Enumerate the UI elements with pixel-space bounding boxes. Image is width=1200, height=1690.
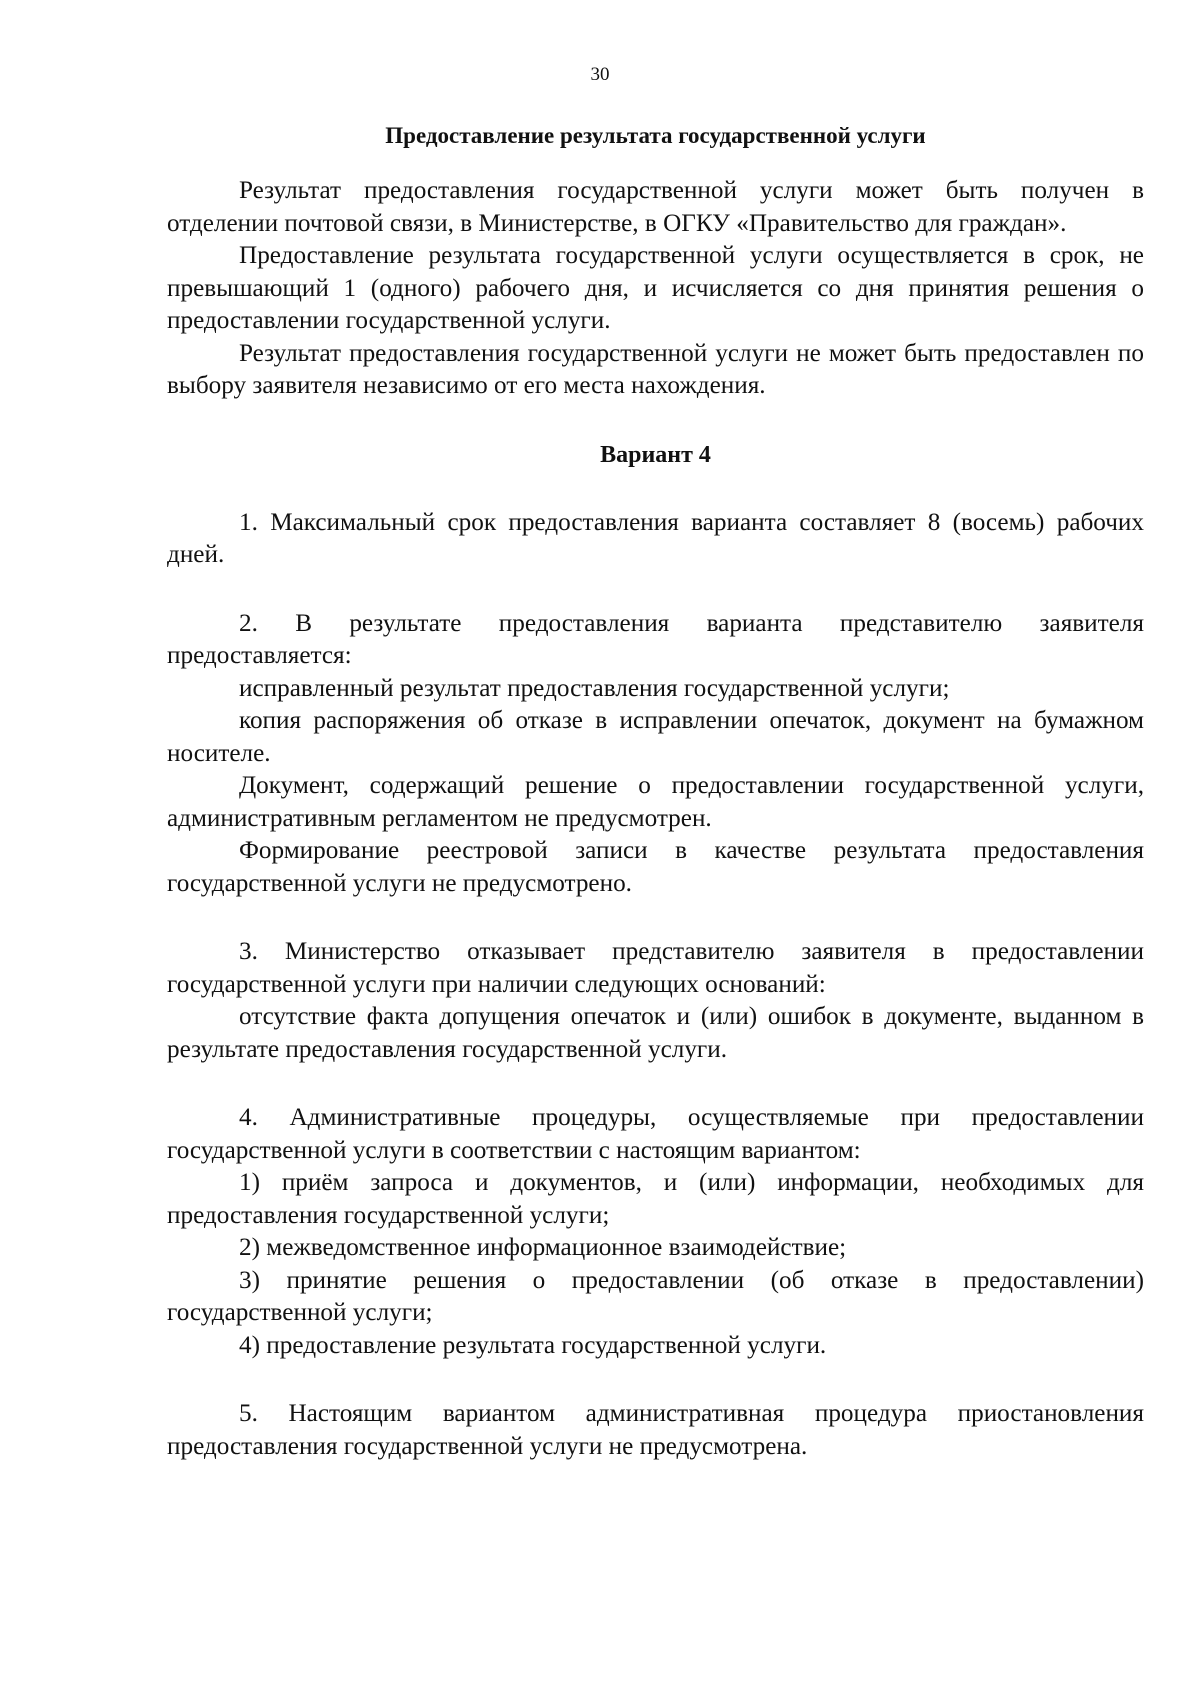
paragraph: копия распоряжения об отказе в исправлении опечаток, документ на бумажном носителе. <box>167 707 1144 767</box>
paragraph: Документ, содержащий решение о предоставлении государственной услуги, административным регламентом не предусмотрен. <box>167 772 1144 832</box>
numbered-item: 5. Настоящим вариантом административная процедура приостановления предоставления государственной услуги не предусмотрена. <box>167 1400 1144 1460</box>
paragraph: Результат предоставления государственной услуги не может быть предоставлен по выбору заявителя независимо от его места нахождения. <box>167 339 1144 399</box>
document-body <box>167 120 1144 1463</box>
list-item: 2) межведомственное информационное взаимодействие; <box>239 1234 847 1261</box>
paragraph: исправленный результат предоставления государственной услуги; <box>239 674 950 702</box>
list-item: 3) принятие решения о предоставлении (об отказе в предоставлении) государственной услуги; <box>167 1266 1144 1326</box>
paragraph: Предоставление результата государственной услуги осуществляется в срок, не превышающий 1 (одного) рабочего дня, и исчисляется со дня принятия решения о предоставлении государственной услуги. <box>167 242 1144 334</box>
list-item: 1) приём запроса и документов, и (или) информации, необходимых для предоставления государственной услуги; <box>167 1169 1144 1229</box>
numbered-item: 2. В результате предоставления варианта представителю заявителя предоставляется: <box>167 609 1144 669</box>
numbered-item: 4. Административные процедуры, осуществляемые при предоставлении государственной услуги в соответствии с настоящим вариантом: <box>167 1104 1144 1164</box>
numbered-item: 3. Министерство отказывает представителю заявителя в предоставлении государственной услуги при наличии следующих оснований: <box>167 938 1144 998</box>
paragraph: Формирование реестровой записи в качестве результата предоставления государственной услуги не предусмотрено. <box>167 837 1144 897</box>
page-number: 30 <box>590 64 610 85</box>
variant-heading: Вариант 4 <box>600 441 711 468</box>
paragraph: Результат предоставления государственной услуги может быть получен в отделении почтовой связи, в Министерстве, в ОГКУ «Правительство для граждан». <box>167 177 1144 237</box>
paragraph: отсутствие факта допущения опечаток и (или) ошибок в документе, выданном в результате предоставления государственной услуги. <box>167 1003 1144 1063</box>
section-heading: Предоставление результата государственной услуги <box>385 123 926 148</box>
list-item: 4) предоставление результата государственной услуги. <box>239 1331 827 1359</box>
numbered-item: 1. Максимальный срок предоставления варианта составляет 8 (восемь) рабочих дней. <box>167 508 1144 568</box>
